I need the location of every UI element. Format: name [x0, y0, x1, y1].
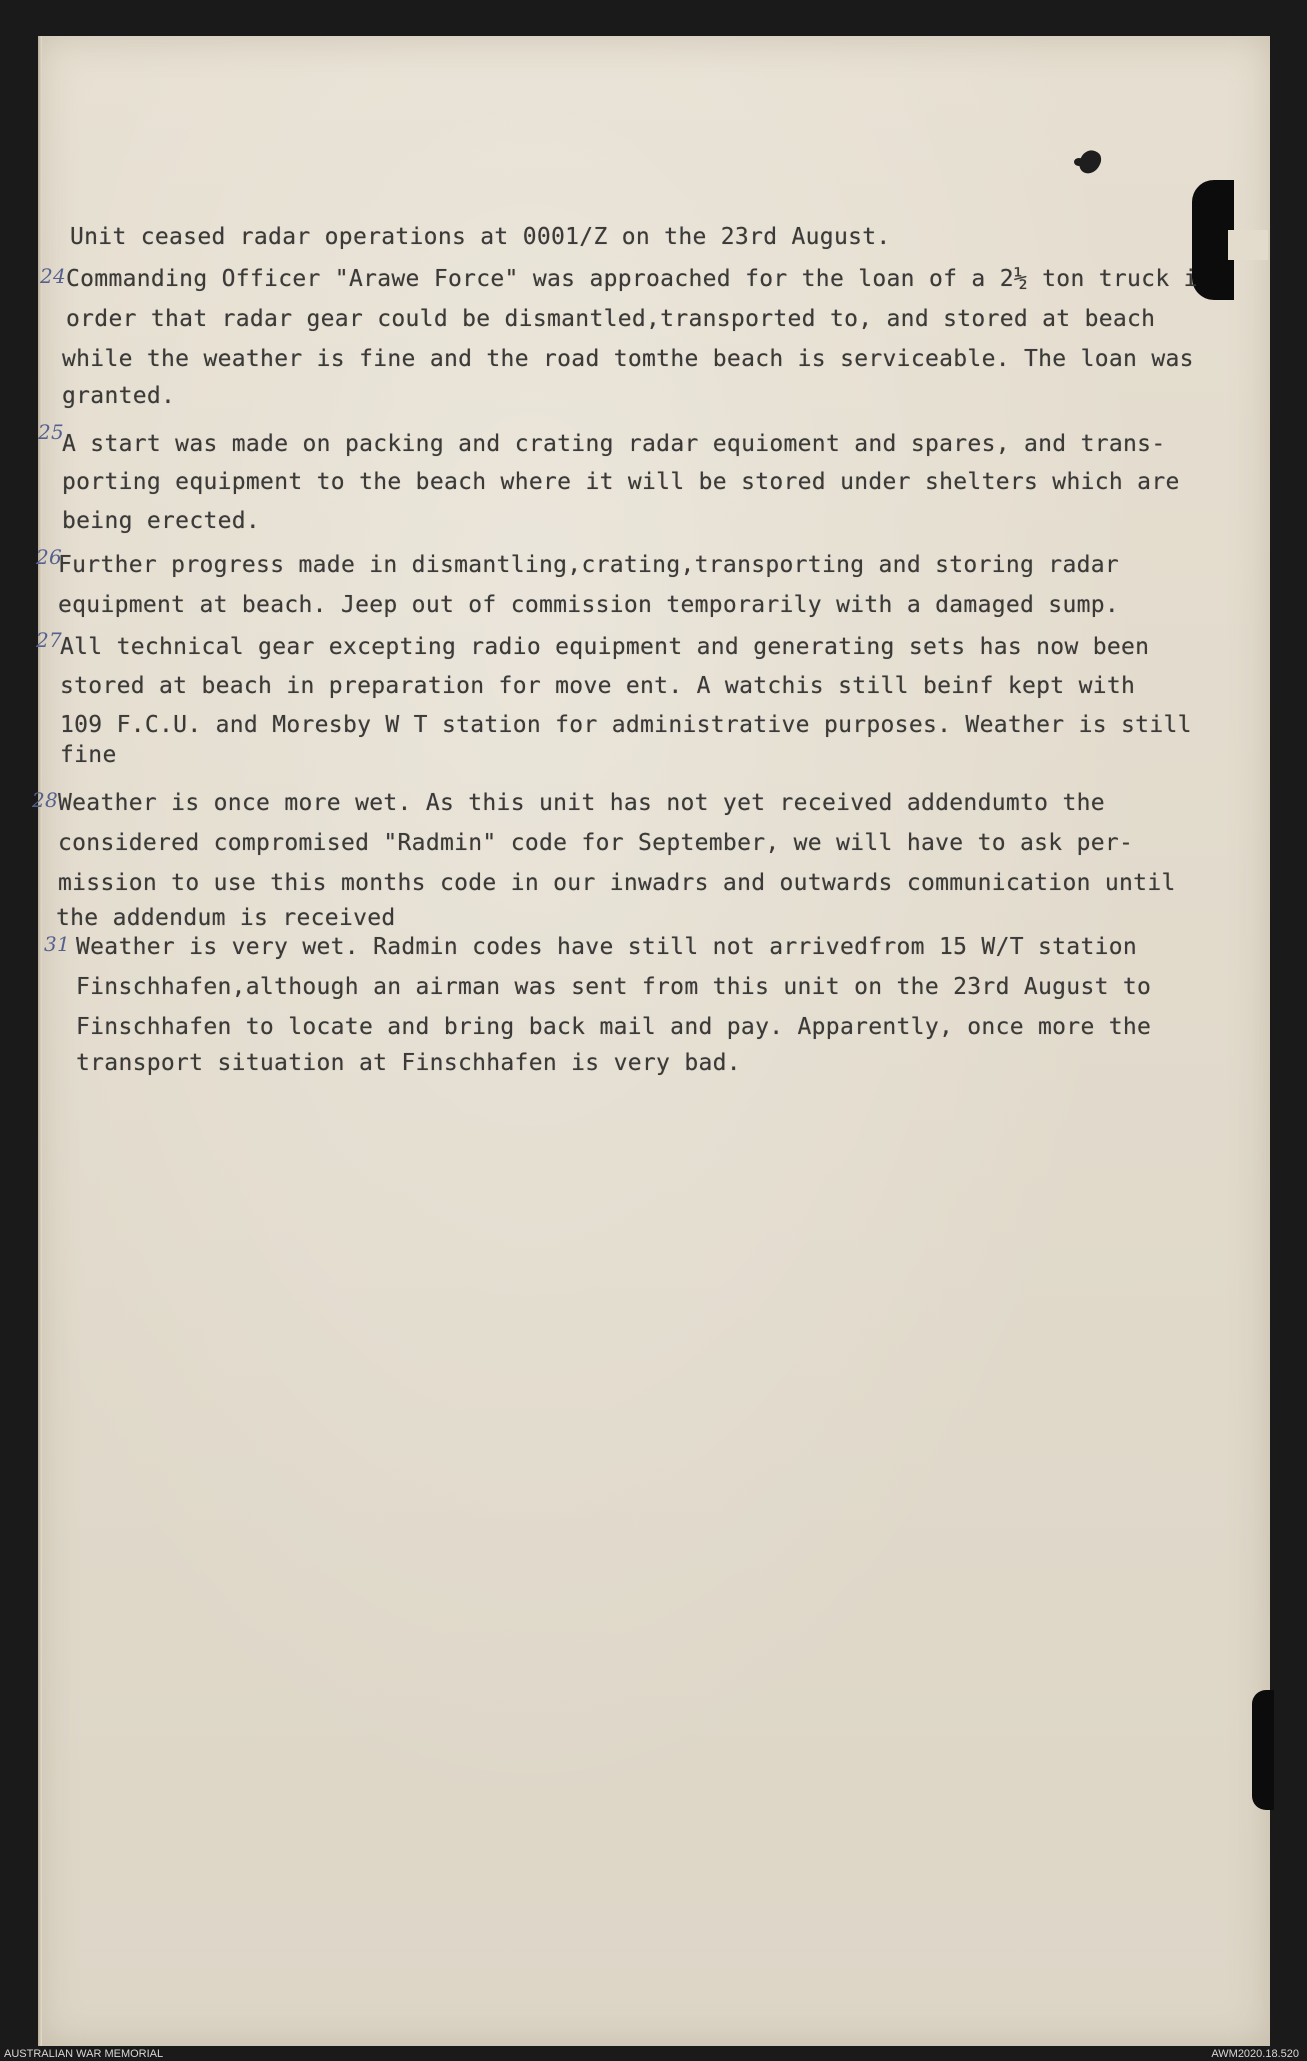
text-line: order that radar gear could be dismantled,transported to, and stored at beach: [66, 306, 1156, 332]
text-line: the addendum is received: [56, 905, 396, 931]
text-line: A start was made on packing and crating radar equioment and spares, and trans-: [62, 431, 1166, 457]
text-line: considered compromised "Radmin" code for September, we will have to ask per-: [58, 830, 1134, 856]
text-line: Weather is once more wet. As this unit has not yet received addendumto the: [58, 790, 1105, 816]
date-annotation: 24: [40, 264, 67, 288]
text-line: mission to use this months code in our inwadrs and outwards communication until: [58, 870, 1176, 896]
text-line: Commanding Officer "Arawe Force" was approached for the loan of a 2½ ton truck i: [66, 266, 1198, 292]
date-annotation: 25: [38, 420, 65, 444]
text-line: All technical gear excepting radio equipment and generating sets has now been: [60, 634, 1150, 660]
text-line: stored at beach in preparation for move ent. A watchis still beinf kept with: [60, 673, 1136, 699]
text-line: porting equipment to the beach where it will be stored under shelters which are: [62, 469, 1180, 495]
footer-credit: AUSTRALIAN WAR MEMORIAL: [4, 2048, 164, 2060]
text-line: while the weather is fine and the road tomthe beach is serviceable. The loan was: [62, 346, 1194, 372]
text-line: Unit ceased radar operations at 0001/Z on the 23rd August.: [70, 224, 891, 250]
footer-accession-number: AWM2020.18.520: [1211, 2048, 1299, 2060]
text-line: being erected.: [62, 508, 261, 534]
text-line: Weather is very wet. Radmin codes have still not arrivedfrom 15 W/T station: [76, 934, 1138, 960]
text-line: transport situation at Finschhafen is very bad.: [76, 1050, 741, 1076]
date-annotation: 31: [44, 932, 71, 956]
text-line: Finschhafen to locate and bring back mail and pay. Apparently, once more the: [76, 1014, 1152, 1040]
text-line: 109 F.C.U. and Moresby W T station for administrative purposes. Weather is still: [60, 712, 1192, 738]
text-line: fine: [60, 742, 117, 768]
text-line: granted.: [62, 383, 176, 409]
text-line: Further progress made in dismantling,crating,transporting and storing radar: [58, 552, 1120, 578]
text-line: equipment at beach. Jeep out of commission temporarily with a damaged sump.: [58, 592, 1120, 618]
date-annotation: 28: [32, 788, 59, 812]
date-annotation: 26: [36, 545, 63, 569]
text-line: Finschhafen,although an airman was sent from this unit on the 23rd August to: [76, 974, 1152, 1000]
date-annotation: 27: [36, 628, 63, 652]
